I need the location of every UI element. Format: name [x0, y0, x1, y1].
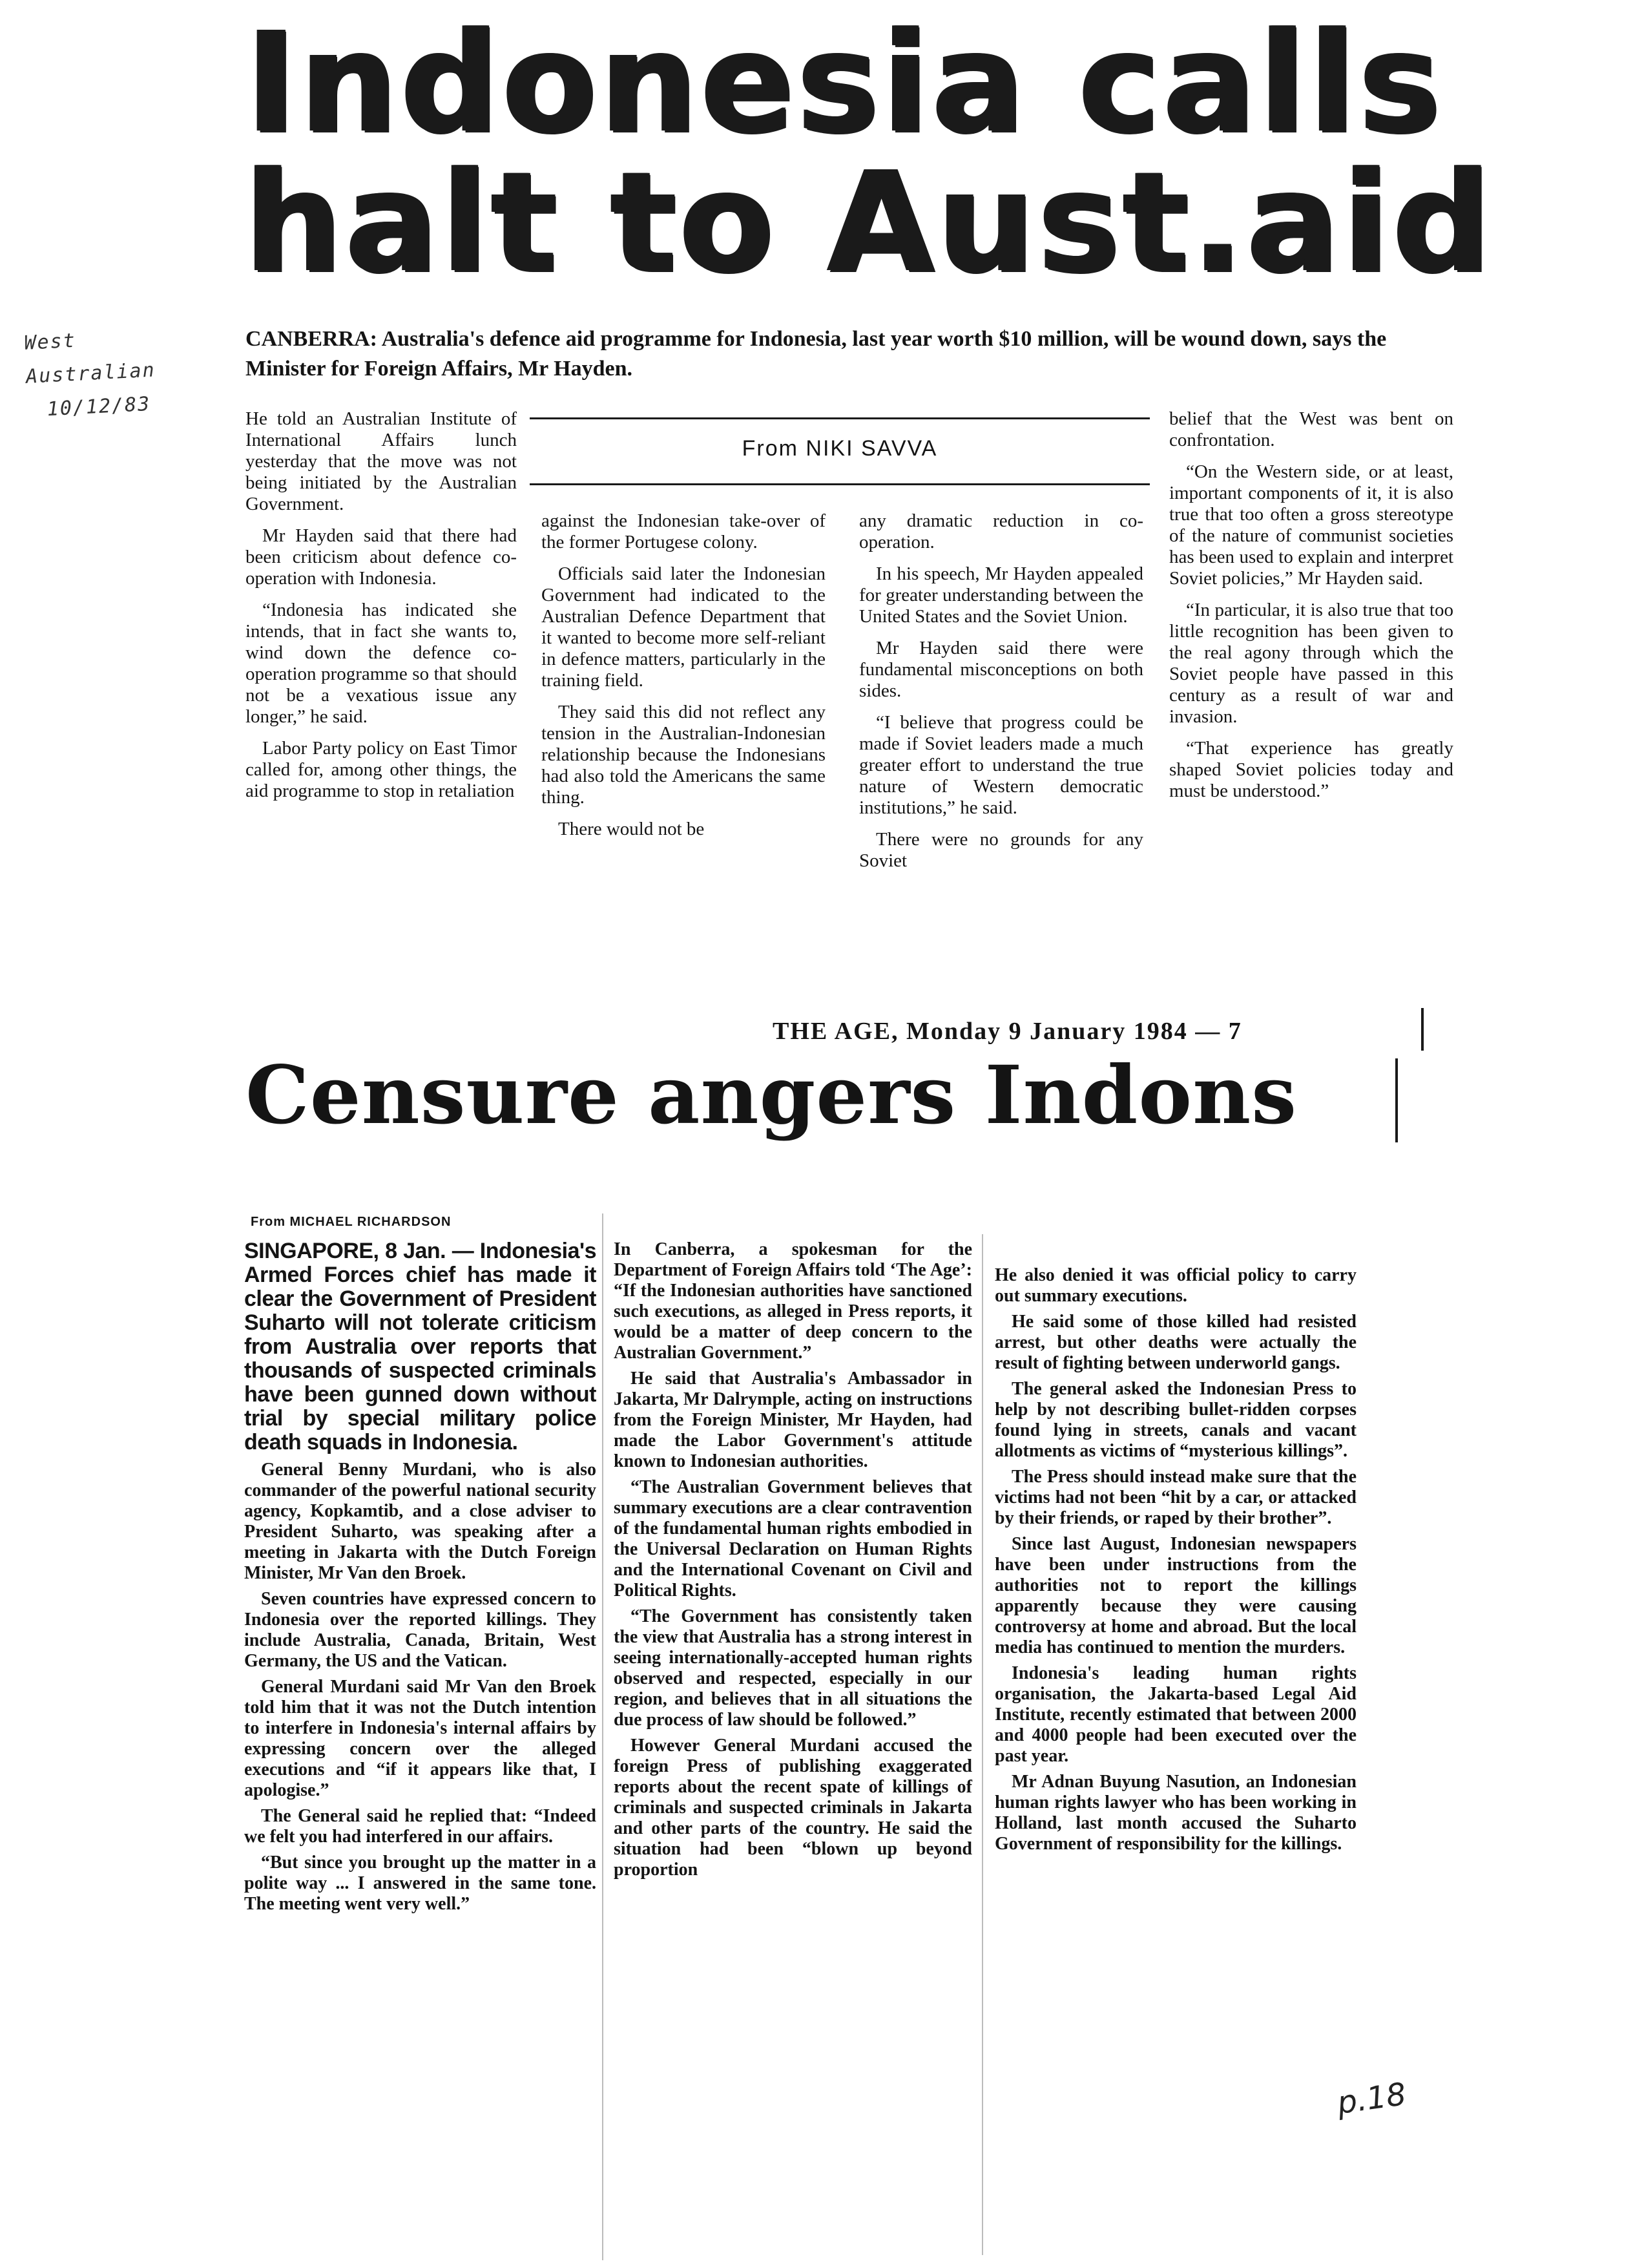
paragraph: belief that the West was bent on confrontation.: [1169, 408, 1453, 450]
paragraph: “Indonesia has indicated she intends, that in fact she wants to, wind down the defence co-operation programme so that should not be a vexatious issue any longer,” he said.: [245, 600, 517, 727]
source-rule: [1421, 1008, 1424, 1051]
paragraph: any dramatic reduction in co-operation.: [859, 510, 1143, 552]
paragraph: However General Murdani accused the foreign Press of publishing exaggerated reports about the recent spate of killings of criminals and suspected criminals in Jakarta and other parts of the country. He said the situation had been “blown up beyond proportion: [614, 1736, 972, 1880]
paragraph: General Benny Murdani, who is also commander of the powerful national security agency, Kopkamtib, and a close adviser to President Suharto, was speaking after a meeting in Jakarta with the Dutch Foreign Minister, Mr Van den Broek.: [244, 1460, 596, 1583]
paragraph: Mr Adnan Buyung Nasution, an Indonesian human rights lawyer who has been working in Holland, last month accused the Suharto Government of responsibility for the killings.: [995, 1772, 1357, 1854]
article1-column-4: [1169, 408, 1453, 812]
paragraph: Indonesia's leading human rights organisation, the Jakarta-based Legal Aid Institute, recently estimated that between 2000 and 4000 people had been executed over the past year.: [995, 1663, 1357, 1766]
article-1: [0, 0, 1633, 1008]
lead-paragraph: SINGAPORE, 8 Jan. — Indonesia's Armed Forces chief has made it clear the Government of President Suharto will not tolerate criticism from Australia over reports that thousands of suspected criminals have been gunned down without trial by special military police death squads in Indonesia.: [244, 1239, 596, 1454]
headline-line-2: halt to Aust.aid: [244, 142, 1494, 303]
note-line-3: 10/12/83: [46, 392, 152, 421]
paragraph: He told an Australian Institute of International Affairs lunch yesterday that the move was not being initiated by the Australian Government.: [245, 408, 517, 514]
paragraph: The general asked the Indonesian Press to help by not describing bullet-ridden corpses found lying in streets, canals and vacant allotments as victims of “mysterious killings”.: [995, 1379, 1357, 1461]
paragraph: There were no grounds for any Soviet: [859, 829, 1143, 871]
paragraph: General Murdani said Mr Van den Broek told him that it was not the Dutch intention to interfere in Indonesia's internal affairs by expressing concern over the alleged executions and “if it appears like that, I apologise.”: [244, 1677, 596, 1800]
byline-rule-top: [530, 417, 1150, 419]
paragraph: In Canberra, a spokesman for the Department of Foreign Affairs told ‘The Age’: “If the Indonesian authorities have sanctioned such executions, as alleged in Press reports, it would be a matter of deep concern to the Australian Government.”: [614, 1239, 972, 1363]
paragraph: He also denied it was official policy to carry out summary executions.: [995, 1265, 1357, 1306]
paragraph: “In particular, it is also true that too little recognition has been given to the real agony through which the Soviet people have passed in this century as a result of war and invasion.: [1169, 600, 1453, 727]
note-line-2: Australian: [25, 359, 156, 388]
paragraph: Mr Hayden said that there had been criticism about defence co-operation with Indonesia.: [245, 525, 517, 589]
byline: From MICHAEL RICHARDSON: [251, 1215, 452, 1229]
article2-column-1: [244, 1239, 596, 1920]
column-rule-1: [602, 1213, 603, 2260]
paragraph: Labor Party policy on East Timor called for, among other things, the aid programme to stop in retaliation: [245, 738, 517, 801]
paragraph: Officials said later the Indonesian Government had indicated to the Australian Defence Department that it wanted to become more self-reliant in defence matters, particularly in the training field.: [541, 563, 826, 691]
article1-column-1: [245, 408, 517, 812]
paragraph: Since last August, Indonesian newspapers have been under instructions from the authorities not to report the killings apparently because they were causing controversy at home and abroad. But the local media has continued to mention the murders.: [995, 1534, 1357, 1657]
article-2: [0, 1008, 1633, 2268]
column-rule-2: [982, 1234, 983, 2255]
article2-column-2: [614, 1239, 972, 1885]
intro-paragraph: CANBERRA: Australia's defence aid programme for Indonesia, last year worth $10 million, will be wound down, says the Minister for Foreign Affairs, Mr Hayden.: [245, 327, 1387, 381]
paragraph: “I believe that progress could be made if Soviet leaders made a much greater effort to understand the true nature of Western democratic institutions,” he said.: [859, 712, 1143, 818]
headline-line-1: Indonesia calls: [245, 3, 1444, 163]
paragraph: “On the Western side, or at least, important components of it, it is also true that too often a gross stereotype of the nature of communist societies has been used to explain and interpret Soviet policies,” Mr Hayden said.: [1169, 461, 1453, 589]
paragraph: In his speech, Mr Hayden appealed for greater understanding between the United States and the Soviet Union.: [859, 563, 1143, 627]
note-line-1: West: [23, 329, 77, 355]
paragraph: Seven countries have expressed concern to Indonesia over the reported killings. They include Australia, Canada, Britain, West Germany, the US and the Vatican.: [244, 1589, 596, 1671]
article2-column-3: [995, 1265, 1357, 1860]
paragraph: The General said he replied that: “Indeed we felt you had interfered in our affairs.: [244, 1806, 596, 1847]
byline-rule-bottom: [530, 483, 1150, 485]
headline: Censure angers Indons: [245, 1049, 1298, 1142]
headline-rule: [1395, 1058, 1398, 1142]
paragraph: against the Indonesian take-over of the former Portugese colony.: [541, 510, 826, 552]
paragraph: “But since you brought up the matter in a polite way ... I answered in the same tone. The meeting went very well.”: [244, 1853, 596, 1914]
paragraph: He said some of those killed had resisted arrest, but other deaths were actually the result of fighting between underworld gangs.: [995, 1312, 1357, 1373]
source-line: THE AGE, Monday 9 January 1984 — 7: [773, 1018, 1242, 1045]
article1-column-3: [859, 510, 1143, 882]
byline: From NIKI SAVVA: [742, 436, 938, 461]
paragraph: He said that Australia's Ambassador in Jakarta, Mr Dalrymple, acting on instructions from the Foreign Minister, Mr Hayden, had made the Labor Government's attitude known to Indonesian authorities.: [614, 1369, 972, 1471]
paragraph: They said this did not reflect any tension in the Australian-Indonesian relationship because the Indonesians had also told the Americans the same thing.: [541, 702, 826, 808]
article1-column-2: [541, 510, 826, 850]
handwritten-note: [23, 317, 222, 427]
page-number-note: p.18: [1335, 2075, 1409, 2122]
paragraph: “The Australian Government believes that summary executions are a clear contravention of the fundamental human rights embodied in the Universal Declaration on Human Rights and the International Covenant on Civil and Political Rights.: [614, 1477, 972, 1601]
paragraph: “That experience has greatly shaped Soviet policies today and must be understood.”: [1169, 738, 1453, 801]
paragraph: “The Government has consistently taken the view that Australia has a strong interest in seeing internationally-accepted human rights observed and respected, especially in our region, and believes that in all situations the due process of law should be followed.”: [614, 1606, 972, 1730]
paragraph: Mr Hayden said there were fundamental misconceptions on both sides.: [859, 638, 1143, 701]
paragraph: The Press should instead make sure that the victims had not been “hit by a car, or attacked by their friends, or raped by their brother”.: [995, 1467, 1357, 1528]
paragraph: There would not be: [558, 819, 705, 839]
